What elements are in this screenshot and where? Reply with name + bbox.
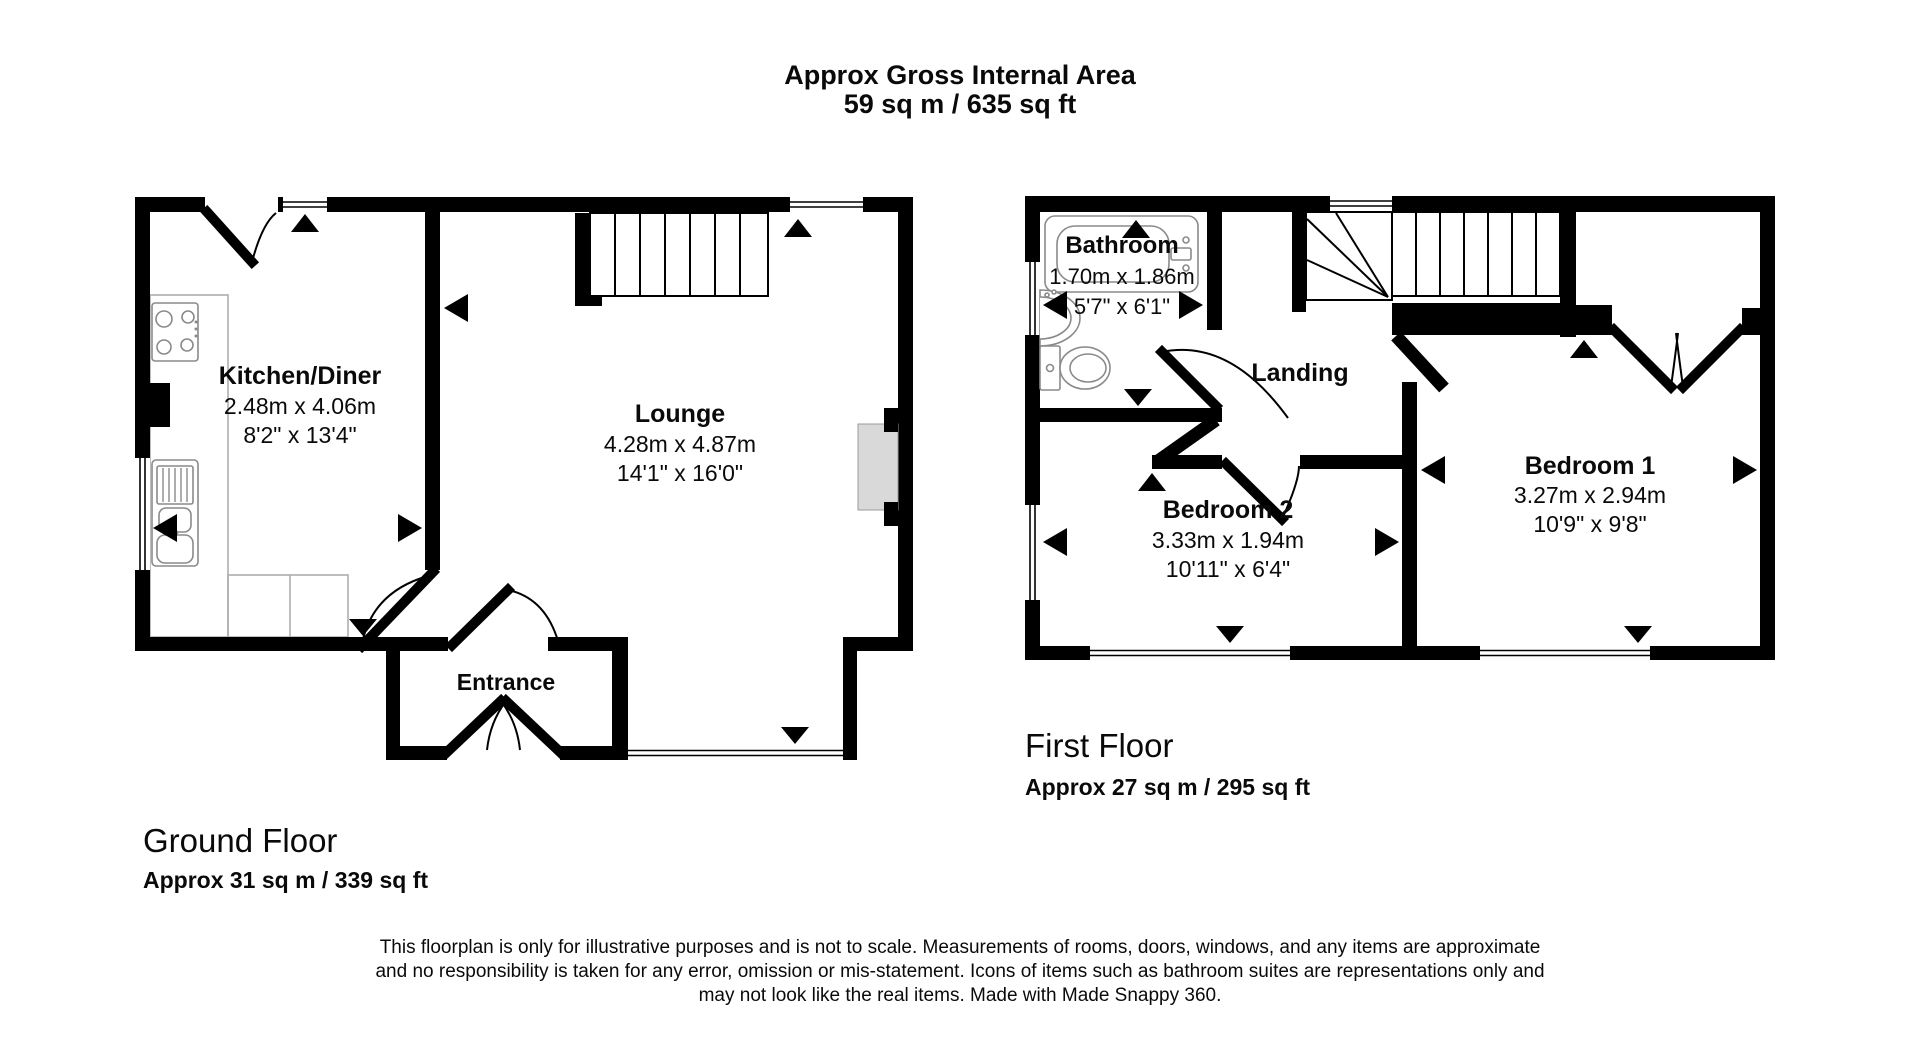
arrow-up-icon (1138, 473, 1166, 491)
bedroom1-label: Bedroom 1 (1524, 452, 1656, 480)
kitchen-size-m: 2.48m x 4.06m (223, 393, 377, 419)
lounge-size-m: 4.28m x 4.87m (603, 431, 757, 457)
kitchen-size-ft: 8'2" x 13'4" (243, 422, 357, 448)
lounge-door (452, 590, 558, 645)
lounge-size-ft: 14'1" x 16'0" (616, 460, 744, 486)
bedroom2-bottom-window (1090, 646, 1290, 660)
disclaimer-line-1: This floorplan is only for illustrative purposes and is not to scale. Measurements of rooms, doors, windows, and any items are approximate (379, 937, 1541, 958)
disclaimer-line-2: and no responsibility is taken for any error, omission or mis-statement. Icons of items such as bathroom suites are representations only and (375, 961, 1545, 982)
toilet-icon (1040, 346, 1110, 390)
sink-icon (152, 460, 198, 566)
bathroom-size-m: 1.70m x 1.86m (1049, 264, 1195, 289)
arrow-left-icon (1043, 528, 1067, 556)
kitchen-side-window (135, 458, 150, 570)
bathroom-label: Bathroom (1065, 232, 1179, 259)
kitchen-flue-block (150, 383, 170, 427)
bedroom2-label: Bedroom 2 (1162, 496, 1294, 524)
disclaimer-line-3: may not look like the real items. Made with Made Snappy 360. (698, 985, 1222, 1006)
kitchen-top-window (283, 196, 327, 213)
arrow-down-icon (1124, 389, 1152, 406)
arrow-up-icon (291, 214, 319, 232)
ground-floor-plan (135, 196, 913, 893)
arrow-down-icon (1216, 626, 1244, 643)
back-door (207, 212, 276, 262)
ground-floor-title: Ground Floor (143, 822, 338, 859)
first-floor-title: First Floor (1025, 727, 1174, 764)
bedroom2-size-ft: 10'11" x 6'4" (1165, 556, 1291, 582)
arrow-left-icon (444, 294, 468, 322)
arrow-down-icon (781, 727, 809, 744)
kitchen-door (362, 572, 433, 646)
bedroom1-double-doors (1614, 330, 1740, 387)
bathroom-window (1025, 262, 1040, 335)
bedroom2-size-m: 3.33m x 1.94m (1151, 527, 1305, 553)
kitchen-label: Kitchen/Diner (218, 362, 382, 390)
entrance-label: Entrance (456, 669, 556, 695)
ground-stairs-icon (575, 213, 768, 306)
arrow-up-icon (1570, 340, 1598, 358)
arrow-right-icon (1375, 528, 1399, 556)
lounge-label: Lounge (634, 400, 726, 428)
ground-floor-area: Approx 31 sq m / 339 sq ft (143, 867, 429, 893)
arrow-right-icon (398, 514, 422, 542)
back-door-opening (205, 196, 278, 213)
first-floor-plan (1025, 196, 1775, 800)
arrow-right-icon (1733, 456, 1757, 484)
hob-icon (152, 303, 198, 361)
bathroom-size-ft: 5'7" x 6'1" (1073, 294, 1171, 319)
page-subtitle: 59 sq m / 635 sq ft (843, 89, 1077, 119)
arrow-up-icon (784, 219, 812, 237)
chimney-breast (858, 408, 898, 526)
landing-label: Landing (1251, 359, 1349, 387)
stair-window (1330, 196, 1392, 212)
first-floor-area: Approx 27 sq m / 295 sq ft (1025, 774, 1311, 800)
front-double-doors (447, 701, 560, 752)
arrow-down-icon (1624, 626, 1652, 643)
lounge-top-window (790, 196, 863, 213)
bay-window (628, 746, 843, 760)
disclaimer (375, 937, 1544, 1006)
bedroom1-size-ft: 10'9" x 9'8" (1533, 511, 1647, 537)
front-door-opening (447, 746, 560, 760)
arrow-right-icon (1179, 291, 1203, 319)
bedroom1-bottom-window (1480, 646, 1650, 660)
bedroom1-size-m: 3.27m x 2.94m (1513, 482, 1667, 508)
first-floor-stairs-icon (1306, 212, 1560, 300)
bedroom2-side-window (1025, 505, 1040, 600)
arrow-left-icon (1421, 456, 1445, 484)
page-title: Approx Gross Internal Area (784, 60, 1136, 90)
